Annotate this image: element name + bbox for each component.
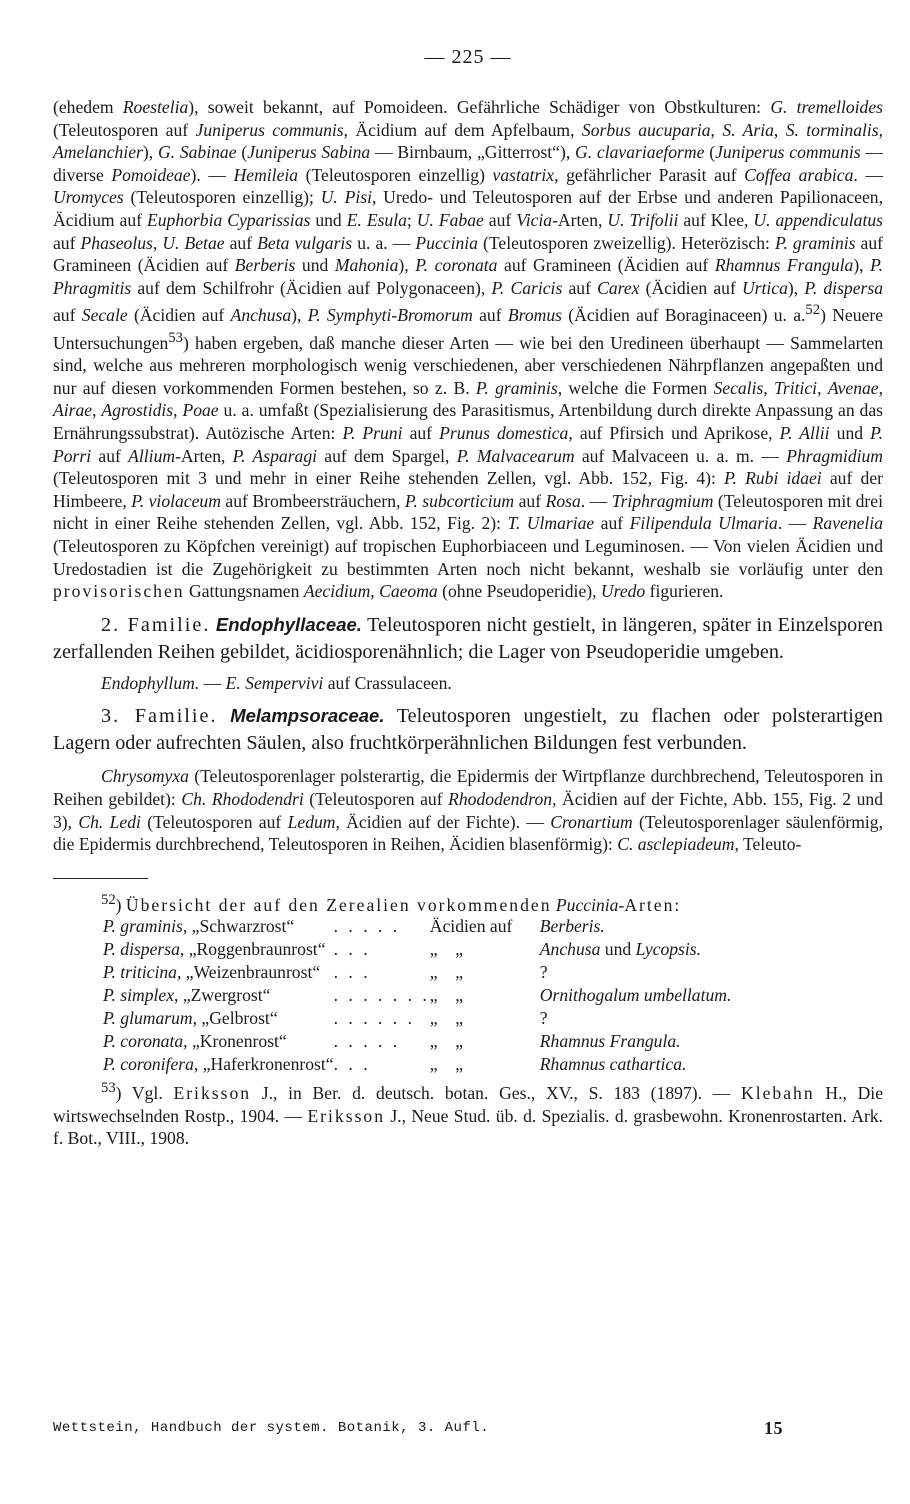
aecidia-label: Äcidien auf	[429, 916, 513, 937]
leader-dots: . . .	[333, 939, 371, 960]
family-prefix: 2. Familie.	[101, 613, 211, 636]
family-melampsoraceae	[53, 702, 883, 757]
book-page	[53, 0, 883, 1504]
footnote-53: $^{53}$) Vgl. Eriksson J., in Ber. d. deutsch. botan. Ges., XV., S. 183 (1897). — Klebahn H., Die wirtswechselnden Rostp., 1904. — Eriksson J., Neue Stud. üb. d. Spezialis. d. grasbewohn. Kronenrostarten. Ark. f. Bot., VIII., 1908.	[53, 1080, 883, 1149]
host-plant: Ornithogalum umbellatum.	[539, 985, 732, 1006]
puccinia-table	[103, 916, 760, 1077]
page-footer	[53, 1420, 883, 1436]
species-name: P. coronata, „Kronenrost“	[103, 1031, 287, 1052]
family-name: Melampsoraceae.	[230, 705, 385, 727]
species-name: P. graminis, „Schwarzrost“	[103, 916, 295, 937]
family-endophyllaceae	[53, 611, 883, 666]
species-name: P. simplex, „Zwergrost“	[103, 985, 271, 1006]
leader-dots: . . . . .	[333, 1031, 401, 1052]
host-plant: Anchusa und Lycopsis.	[539, 939, 702, 960]
leader-dots: . . . . . .	[333, 1008, 415, 1029]
family-prefix: 3. Familie.	[101, 705, 218, 728]
aecidia-label: „ „	[429, 962, 464, 983]
species-name: P. dispersa, „Roggenbraunrost“	[103, 939, 326, 960]
species-name: P. glumarum, „Gelbrost“	[103, 1008, 278, 1029]
family-name: Endophyllaceae.	[215, 613, 362, 635]
table-row	[103, 1054, 760, 1077]
paragraph-genera-list: (ehedem Roestelia), soweit bekannt, auf Pomoideen. Gefährliche Schädiger von Obstkulturen: G. tremelloides (Teleutosporen auf Juniperus communis, Äcidium auf dem Apfelbaum, Sorbus aucuparia, S. Aria, S. torminalis, Amelanchier), G. Sabinae (Juniperus Sabina — Birnbaum, „Gitterrost“), G. clavariaeforme (Juniperus communis — diverse Pomoideae). — Hemileia (Teleutosporen einzellig) vastatrix, gefährlicher Parasit auf Coffea arabica. — Uromyces (Teleutosporen einzellig); U. Pisi, Uredo- und Teleutosporen auf der Erbse und anderen Papilionaceen, Äcidium auf Euphorbia Cyparissias und E. Esula; U. Fabae auf Vicia-Arten, U. Trifolii auf Klee, U. appendiculatus auf Phaseolus, U. Betae auf Beta vulgaris u. a. — Puccinia (Teleutosporen zweizellig). Heterözisch: P. graminis auf Gramineen (Äcidien auf Berberis und Mahonia), P. coronata auf Gramineen (Äcidien auf Rhamnus Frangula), P. Phragmitis auf dem Schilfrohr (Äcidien auf Polygonaceen), P. Caricis auf Carex (Äcidien auf Urtica), P. dispersa auf Secale (Äcidien auf Anchusa), P. Symphyti-Bromorum auf Bromus (Äcidien auf Boraginaceen) u. a.$^{52}$) Neuere Untersuchungen$^{53}$) haben ergeben, daß manche dieser Arten — wie bei den Uredineen überhaupt — Sammelarten sind, welche aus mehreren morphologisch wenig verschiedenen, aber verschiedenen Nährpflanzen angepaßten und nur auf diesen vorkommenden Formen bestehen, so z. B. P. graminis, welche die Formen Secalis, Tritici, Avenae, Airae, Agrostidis, Poae u. a. umfaßt (Spezialisierung des Parasitismus, Artenbildung durch direkte Anpassung an das Ernährungssubstrat). Autözische Arten: P. Pruni auf Prunus domestica, auf Pfirsich und Aprikose, P. Allii und P. Porri auf Allium-Arten, P. Asparagi auf dem Spargel, P. Malvacearum auf Malvaceen u. a. m. — Phragmidium (Teleutosporen mit 3 und mehr in einer Reihe stehenden Zellen, vgl. Abb. 152, Fig. 4): P. Rubi idaei auf der Himbeere, P. violaceum auf Brombeersträuchern, P. subcorticium auf Rosa. — Triphragmium (Teleutosporen mit drei nicht in einer Reihe stehenden Zellen, vgl. Abb. 152, Fig. 2): T. Ulmariae auf Filipendula Ulmaria. — Ravenelia (Teleutosporen zu Köpfchen vereinigt) auf tropischen Euphorbiaceen und Leguminosen. — Von vielen Äcidien und Uredostadien ist die Zugehörigkeit zu bestimmten Arten noch nicht bekannt, weshalb sie vorläufig unter den provisorischen Gattungsnamen Aecidium, Caeoma (ohne Pseudoperidie), Uredo figurieren.	[53, 97, 884, 602]
footnote-52-intro: $^{52}$) Übersicht der auf den Zerealien vorkommenden Puccinia-Arten:	[101, 891, 682, 915]
host-plant: Rhamnus Frangula.	[539, 1031, 681, 1052]
species-name: P. coronifera, „Haferkronenrost“	[103, 1054, 334, 1075]
host-plant: ?	[539, 1008, 548, 1029]
aecidia-label: „ „	[429, 939, 464, 960]
body-text	[53, 96, 883, 1150]
host-plant: Berberis.	[539, 916, 605, 937]
table-row	[103, 962, 760, 985]
signature-mark: 15	[764, 1418, 783, 1438]
page-number: — 225 —	[424, 46, 512, 68]
table-row	[103, 916, 760, 939]
leader-dots: . . . . .	[333, 916, 401, 937]
family-description: Teleutosporen nicht gestielt, in längeren, später in Einzelsporen zerfallenden Reihen gebildet, äcidiosporenähnlich; die Lager von Pseudoperidie umgeben.	[53, 613, 884, 663]
aecidia-label: „ „	[429, 1031, 464, 1052]
book-title: Wettstein, Handbuch der system. Botanik, 3. Aufl.	[53, 1420, 490, 1436]
host-plant: ?	[539, 962, 548, 983]
footnote-divider	[53, 878, 148, 879]
aecidia-label: „ „	[429, 1054, 464, 1075]
host-plant: Rhamnus cathartica.	[539, 1054, 687, 1075]
table-row	[103, 1031, 760, 1054]
table-row	[103, 939, 760, 962]
aecidia-label: „ „	[429, 1008, 464, 1029]
leader-dots: . . . . . . .	[333, 985, 430, 1006]
species-name: P. triticina, „Weizenbraunrost“	[103, 962, 321, 983]
table-row	[103, 985, 760, 1008]
family-description: Teleutosporen ungestielt, zu flachen oder polsterartigen Lagern oder aufrechten Säulen, also fruchtkörperähnlichen Bildungen fest verbunden.	[53, 705, 883, 755]
aecidia-label: „ „	[429, 985, 464, 1006]
family-melampsoraceae-example: Chrysomyxa (Teleutosporenlager polsterartig, die Epidermis der Wirtpflanze durchbrechend, Teleutosporen in Reihen gebildet): Ch. Rhododendri (Teleutosporen auf Rhododendron, Äcidien auf der Fichte, Abb. 155, Fig. 2 und 3), Ch. Ledi (Teleutosporen auf Ledum, Äcidien auf der Fichte). — Cronartium (Teleutosporenlager säulenförmig, die Epidermis durchbrechend, Teleutosporen in Reihen, Äcidien blasenförmig): C. asclepiadeum, Teleuto-	[53, 766, 884, 855]
leader-dots: . . .	[333, 1054, 371, 1075]
leader-dots: . . .	[333, 962, 371, 983]
family-endophyllaceae-example: Endophyllum. — E. Sempervivi auf Crassulaceen.	[101, 672, 452, 693]
table-row	[103, 1008, 760, 1031]
